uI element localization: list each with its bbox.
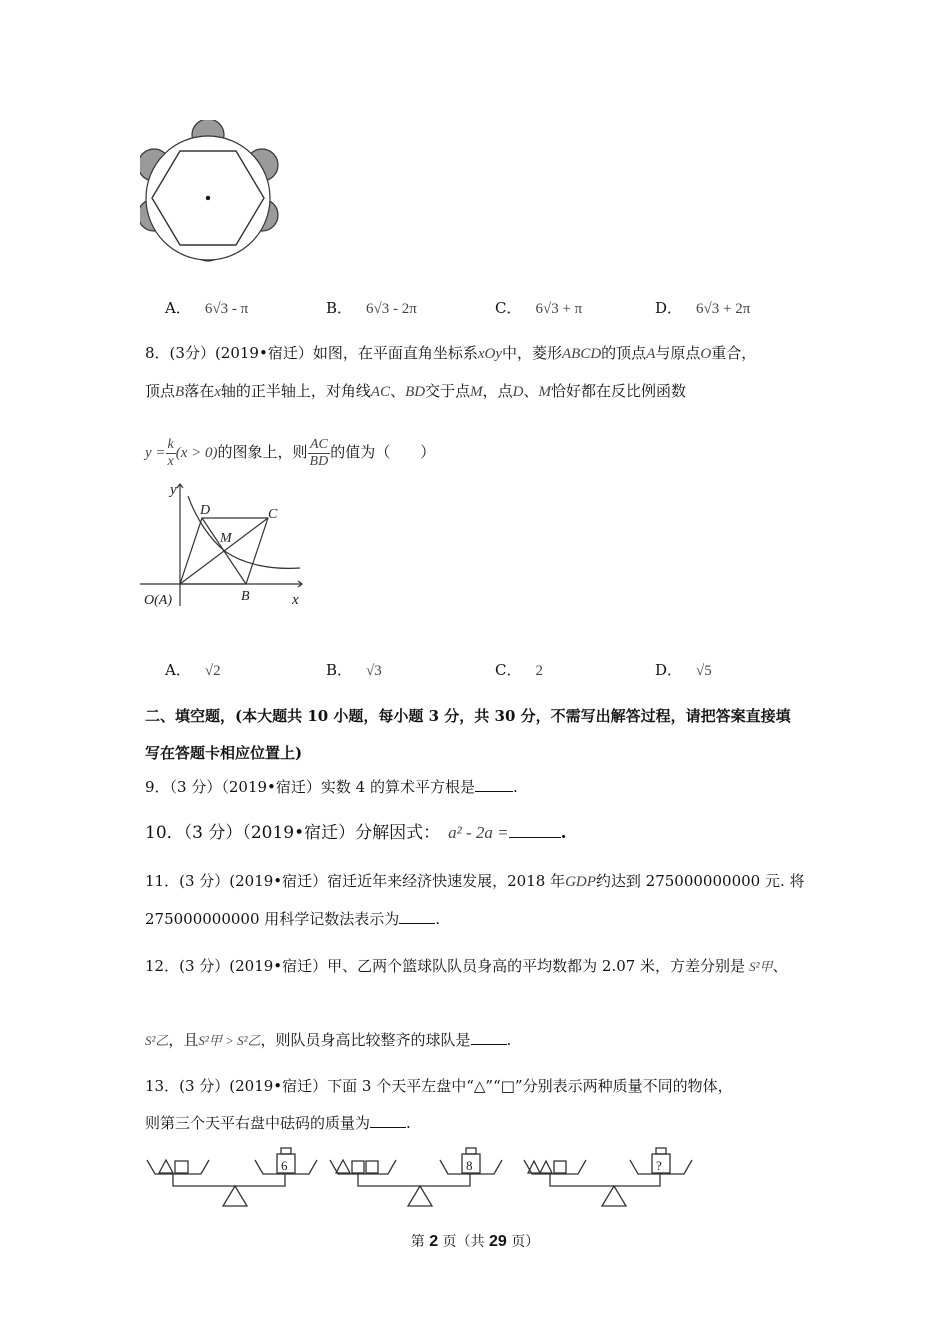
rhombus-hyperbola-figure	[140, 478, 310, 610]
q10: 10．（3 分）（2019•宿迁）分解因式： a² - 2a = .	[145, 823, 567, 843]
q9: 9．（3 分）（2019•宿迁）实数 4 的算术平方根是 .	[145, 778, 518, 796]
q8-line-3: y = $\frac{k}{x}$ (x > 0)的图象上，则 $\frac{AC}{BD}$ 的值为（ ）	[145, 436, 436, 469]
section-2-heading-line-2: 写在答题卡相应位置上)	[145, 744, 303, 762]
balance-scale-2	[328, 1140, 508, 1212]
page-footer: 第 2 页（共 29 页）	[410, 1233, 540, 1250]
q13-line-2: 则第三个天平右盘中砝码的质量为 .	[145, 1114, 411, 1132]
q7-option-c: C． 6√3 + π	[495, 299, 583, 317]
section-2-heading-line-1: 二、填空题，(本大题共 10 小题，每小题 3 分，共 30 分，不需写出解答过程，请把答案直接填	[145, 707, 791, 725]
q13-line-1: 13．(3 分）(2019•宿迁）下面 3 个天平左盘中“△”“□”分别表示两种质量不同的物体，	[145, 1077, 733, 1095]
q13-answer-blank	[370, 1113, 406, 1128]
weight-label-2: 8	[466, 1158, 473, 1173]
q8-option-d: D． √5	[655, 661, 712, 679]
label-o: O(A)	[144, 593, 172, 608]
weight-label-3: ?	[656, 1158, 662, 1173]
q11-answer-blank	[399, 909, 435, 924]
q12-line-1: 12．(3 分）(2019•宿迁）甲、乙两个篮球队队员身高的平均数都为 2.07 米，方差分别是 S²甲、	[145, 957, 788, 975]
label-d: D	[200, 503, 211, 518]
ac-over-bd-fraction: $\frac{AC}{BD}$	[309, 436, 329, 469]
q11-line-2: 275000000000 用科学记数法表示为 .	[145, 910, 441, 928]
label-y: y	[170, 482, 177, 498]
weight-label-1: 6	[281, 1158, 288, 1173]
q7-option-d: D． 6√3 + 2π	[655, 299, 751, 317]
q12-line-2: S²乙，且S²甲 > S²乙，则队员身高比较整齐的球队是 .	[145, 1031, 512, 1049]
label-m: M	[220, 531, 232, 546]
hexagon-petal-figure	[140, 120, 280, 270]
q8-line-1: 8．(3分）(2019•宿迁）如图，在平面直角坐标系xOy中，菱形ABCD的顶点A与原点O重合，	[145, 344, 757, 362]
q7-option-b: B． 6√3 - 2π	[326, 299, 417, 317]
q8-option-a: A． √2	[165, 661, 221, 679]
q7-option-a: A． 6√3 - π	[165, 299, 249, 317]
q9-answer-blank	[475, 777, 513, 792]
q10-answer-blank	[509, 823, 561, 838]
q8-option-b: B． √3	[326, 661, 382, 679]
q8-line-2: 顶点B落在x轴的正半轴上，对角线AC、BD交于点M，点D、M恰好都在反比例函数	[145, 382, 686, 400]
q11-line-1: 11．(3 分）(2019•宿迁）宿迁近年来经济快速发展，2018 年GDP约达到 275000000000 元. 将	[145, 872, 805, 890]
q8-option-c: C． 2	[495, 661, 543, 679]
label-b: B	[241, 589, 250, 604]
label-c: C	[268, 507, 278, 522]
q12-answer-blank	[471, 1030, 507, 1045]
balance-scale-1	[145, 1140, 323, 1212]
label-x: x	[292, 592, 299, 608]
k-over-x-fraction: $\frac{k}{x}$	[167, 436, 174, 469]
balance-scale-3	[522, 1140, 698, 1212]
